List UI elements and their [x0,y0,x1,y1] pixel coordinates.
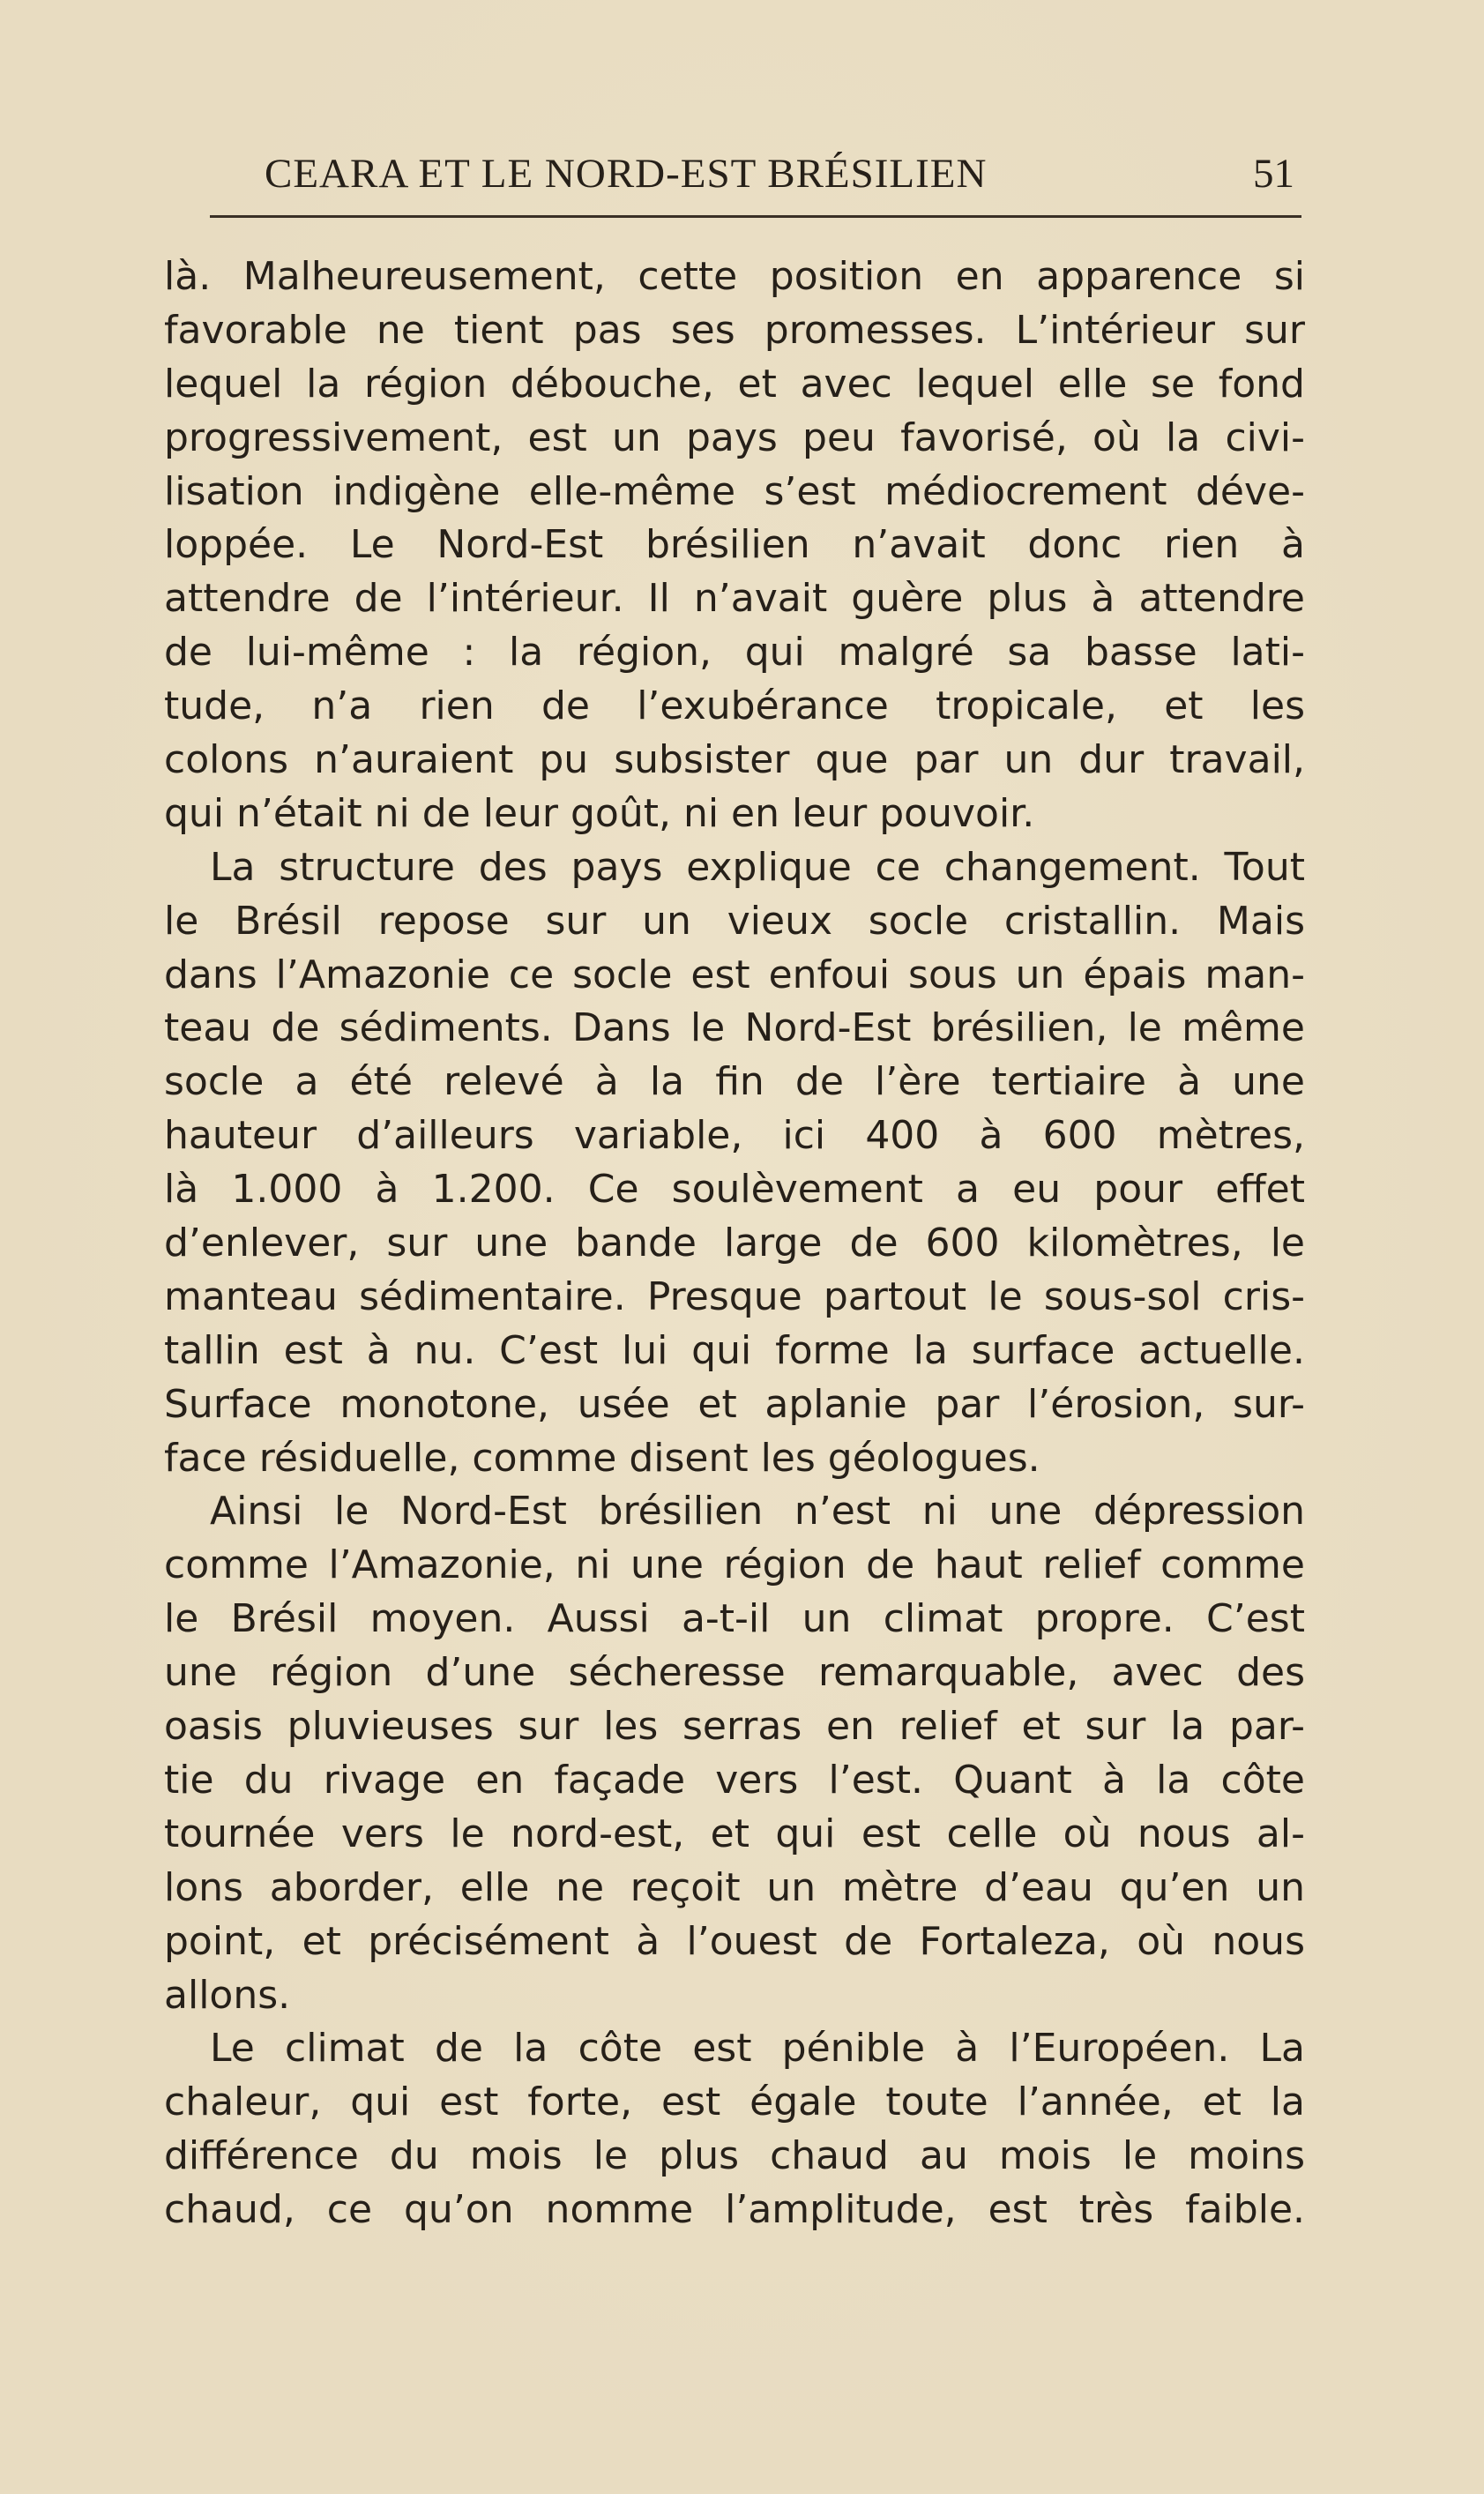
text-line: le Brésil moyen. Aussi a-t-il un climat propre. C’est [164,1596,1305,1642]
text-line: lons aborder, elle ne reçoit un mètre d’eau qu’en un [164,1864,1305,1910]
text-line: lisation indigène elle-même s’est médiocrement déve- [164,468,1305,514]
text-line: progressivement, est un pays peu favorisé, où la civi- [164,414,1305,460]
header-rule [210,215,1301,218]
text-line: socle a été relevé à la fin de l’ère tertiaire à une [164,1059,1305,1105]
text-line: hauteur d’ailleurs variable, ici 400 à 600 mètres, [164,1113,1305,1159]
text-line: différence du mois le plus chaud au mois le moins [164,2133,1305,2179]
text-line: de lui-même : la région, qui malgré sa basse lati- [164,630,1305,676]
text-line: comme l’Amazonie, ni une région de haut relief comme [164,1542,1305,1588]
text-line: colons n’auraient pu subsister que par un dur travail, [164,737,1305,783]
page-header [265,143,1305,205]
text-line: dans l’Amazonie ce socle est enfoui sous un épais man- [164,952,1305,997]
page-number: 51 [1253,151,1294,197]
text-line: qui n’était ni de leur goût, ni en leur pouvoir. [164,790,1035,836]
text-line: manteau sédimentaire. Presque partout le sous-sol cris- [164,1273,1305,1319]
text-line: là 1.000 à 1.200. Ce soulèvement a eu pour effet [164,1167,1305,1213]
text-line: tallin est à nu. C’est lui qui forme la surface actuelle. [164,1327,1305,1373]
running-title: CEARA ET LE NORD-EST BRÉSILIEN [265,151,988,197]
text-line: tournée vers le nord-est, et qui est celle où nous al- [164,1811,1305,1856]
text-line: d’enlever, sur une bande large de 600 kilomètres, le [164,1221,1305,1266]
text-line: là. Malheureusement, cette position en apparence si [164,254,1305,299]
paragraph-start-line: La structure des pays explique ce changement. Tout [210,844,1305,890]
text-line: lequel la région débouche, et avec lequel elle se fond [164,361,1305,407]
text-line: oasis pluvieuses sur les serras en relief et sur la par- [164,1704,1305,1750]
text-line: Surface monotone, usée et aplanie par l’érosion, sur- [164,1381,1305,1427]
text-line: une région d’une sécheresse remarquable, avec des [164,1650,1305,1696]
text-line: chaleur, qui est forte, est égale toute l’année, et la [164,2080,1305,2125]
text-line: tude, n’a rien de l’exubérance tropicale, et les [164,683,1305,729]
text-line: attendre de l’intérieur. Il n’avait guère plus à attendre [164,576,1305,622]
text-line: face résiduelle, comme disent les géologues. [164,1435,1040,1481]
paragraph-start-line: Le climat de la côte est pénible à l’Européen. La [210,2026,1305,2072]
text-line: loppée. Le Nord-Est brésilien n’avait donc rien à [164,522,1305,568]
text-line: chaud, ce qu’on nomme l’amplitude, est très faible. [164,2187,1305,2233]
paragraph-start-line: Ainsi le Nord-Est brésilien n’est ni une dépression [210,1489,1305,1534]
body-text [164,250,1305,2237]
text-line: le Brésil repose sur un vieux socle cristallin. Mais [164,898,1305,944]
text-line: allons. [164,1972,291,2018]
text-line: tie du rivage en façade vers l’est. Quant à la côte [164,1757,1305,1803]
text-line: favorable ne tient pas ses promesses. L’intérieur sur [164,307,1305,353]
text-line: teau de sédiments. Dans le Nord-Est brésilien, le même [164,1005,1305,1051]
text-line: point, et précisément à l’ouest de Fortaleza, où nous [164,1918,1305,1964]
